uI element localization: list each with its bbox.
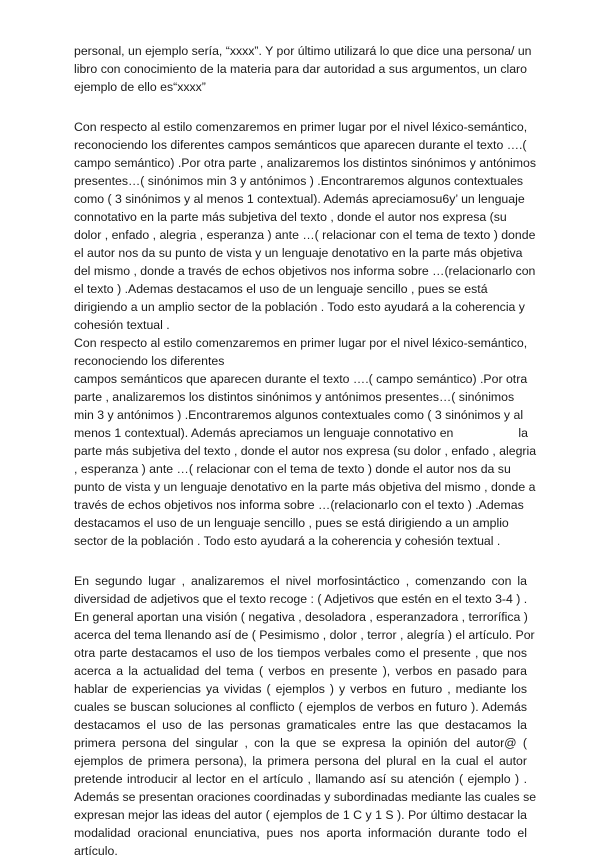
text-line: sector de la población . Todo esto ayudará a la coherencia y cohesión textual . bbox=[74, 534, 501, 548]
text-line: destacamos el uso de las personas gramaticales entre las que destacamos la bbox=[74, 718, 527, 732]
text-line: cohesión textual . bbox=[74, 318, 170, 332]
text-line: personal, un ejemplo sería, “xxxx”. Y por último utilizará lo que dice una persona/ un bbox=[74, 44, 532, 58]
text-line: presentes…( sinónimos min 3 y antónimos ) .Encontraremos algunos contextuales bbox=[74, 174, 524, 188]
text-line: hablar de experiencias ya vividas ( ejemplos ) y verbos en futuro , mediante los bbox=[74, 682, 527, 696]
text-line: otra parte destacamos el uso de los tiempos verbales como el presente , que nos bbox=[74, 646, 527, 660]
text-line: primera persona del singular , con la que se expresa la opinión del autor@ ( bbox=[74, 736, 527, 750]
text-line: través de echos objetivos nos informa sobre …(relacionarlo con el texto ) .Ademas bbox=[74, 498, 524, 512]
text-line: campo semántico) .Por otra parte , analizaremos los distintos sinónimos y antónimos bbox=[74, 156, 537, 170]
text-fragment: la bbox=[518, 426, 528, 440]
text-line: el texto ) .Ademas destacamos el uso de un lenguaje sencillo , pues se está bbox=[74, 282, 488, 296]
text-line: modalidad oracional enunciativa, pues nos aporta información durante todo el bbox=[74, 826, 527, 840]
text-line: campos semánticos que aparecen durante el texto ….( campo semántico) .Por otra bbox=[74, 372, 528, 386]
text-line: connotativo en la parte más subjetiva del texto , donde el autor nos expresa (su bbox=[74, 210, 507, 224]
text-line: En segundo lugar , analizaremos el nivel morfosintáctico , comenzando con la bbox=[74, 574, 527, 588]
text-line: libro con conocimiento de la materia para dar autoridad a sus argumentos, un claro bbox=[74, 62, 527, 76]
text-line: reconociendo los diferentes bbox=[74, 354, 225, 368]
text-line: como ( 3 sinónimos y al menos 1 contextual). Además apreciamosu6y’ un lenguaje bbox=[74, 192, 525, 206]
text-line: destacamos el uso de un lenguaje sencillo , pues se está dirigiendo a un amplio bbox=[74, 516, 509, 530]
text-line: Con respecto al estilo comenzaremos en primer lugar por el nivel léxico-semántico, bbox=[74, 336, 528, 350]
text-line: parte más subjetiva del texto , donde el autor nos expresa (su dolor , enfado , alegria bbox=[74, 444, 537, 458]
text-line: el autor nos da su punto de vista y un lenguaje denotativo en la parte más objetiva bbox=[74, 246, 523, 260]
text-line: diversidad de adjetivos que el texto recoge : ( Adjetivos que estén en el texto 3-4 ) . bbox=[74, 592, 528, 606]
text-line: punto de vista y un lenguaje denotativo en la parte más objetiva del mismo , donde a bbox=[74, 480, 536, 494]
text-line: , esperanza ) ante …( relacionar con el tema de texto ) donde el autor nos da su bbox=[74, 462, 511, 476]
text-line: parte , analizaremos los distintos sinónimos y antónimos presentes…( sinónimos bbox=[74, 390, 515, 404]
text-line: dolor , enfado , alegria , esperanza ) ante …( relacionar con el tema de texto ) donde bbox=[74, 228, 536, 242]
text-line: reconociendo los diferentes campos semánticos que aparecen durante el texto ….( bbox=[74, 138, 527, 152]
text-line: artículo. bbox=[74, 844, 118, 858]
text-line: ejemplo de ello es“xxxx” bbox=[74, 80, 206, 94]
text-line: Con respecto al estilo comenzaremos en primer lugar por el nivel léxico-semántico, bbox=[74, 120, 528, 134]
text-line: cuales se buscan soluciones al conflicto ( ejemplos de verbos en futuro ). Además bbox=[74, 700, 527, 714]
text-line: del mismo , donde a través de echos objetivos nos informa sobre …(relacionarlo con bbox=[74, 264, 536, 278]
text-line: menos 1 contextual). Además apreciamos un lenguaje connotativo en bbox=[74, 426, 454, 440]
text-line: pretende introducir al lector en el artículo , llamando así su atención ( ejemplo ) . bbox=[74, 772, 527, 786]
text-line: En general aportan una visión ( negativa , desoladora , esperanzadora , terrorífica ) bbox=[74, 610, 528, 624]
text-line: acerca a la actualidad del tema ( verbos en presente ), verbos en pasado para bbox=[74, 664, 527, 678]
text-line: dirigiendo a un amplio sector de la población . Todo esto ayudará a la coherencia y bbox=[74, 300, 525, 314]
text-line: acerca del tema llenando así de ( Pesimismo , dolor , terror , alegría ) el artículo. Por bbox=[74, 628, 535, 642]
text-line: min 3 y antónimos ) .Encontraremos algunos contextuales como ( 3 sinónimos y al bbox=[74, 408, 524, 422]
text-line: ejemplos de primera persona), la primera persona del plural en la cual el autor bbox=[74, 754, 527, 768]
text-line: expresan mejor las ideas del autor ( ejemplos de 1 C y 1 S ). Por último destacar la bbox=[74, 808, 527, 822]
text-line: Además se presentan oraciones coordinadas y subordinadas mediante las cuales se bbox=[74, 790, 537, 804]
